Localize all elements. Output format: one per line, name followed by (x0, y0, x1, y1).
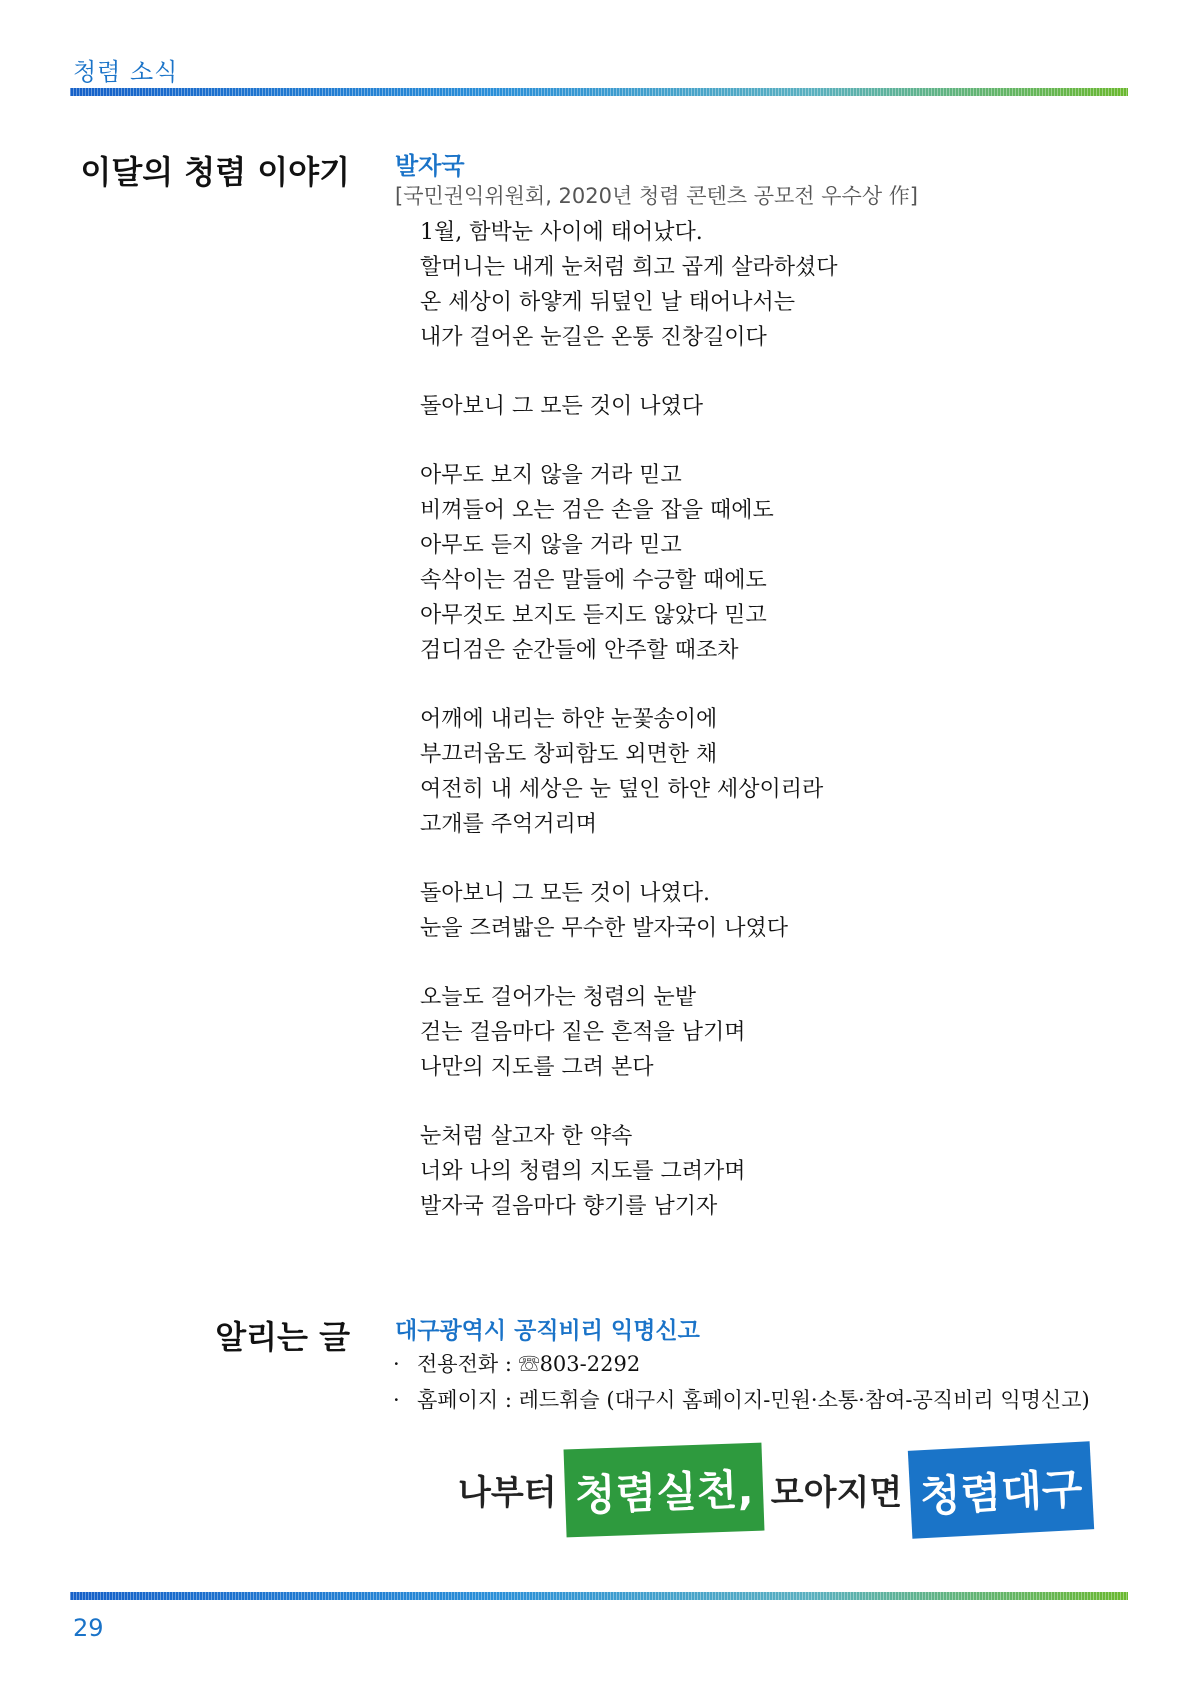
poem-line: 1월, 함박눈 사이에 태어났다. (420, 220, 703, 245)
poem-stanza (420, 702, 1120, 842)
story-heading: 이달의 청렴 이야기 (80, 153, 350, 191)
poem-line: 여전히 내 세상은 눈 덮인 하얀 세상이리라 (420, 777, 824, 802)
page-number: 29 (73, 1614, 104, 1642)
poem-line: 아무도 보지 않을 거라 믿고 (420, 463, 682, 488)
bullet: · (393, 1388, 400, 1412)
phone-text: 전용전화 : ☏803-2292 (417, 1352, 641, 1376)
poem-line: 속삭이는 검은 말들에 수긍할 때에도 (420, 568, 767, 593)
footer-rule (70, 1592, 1128, 1600)
banner-part-4: 청렴대구 (908, 1441, 1095, 1538)
notice-homepage (393, 1384, 1090, 1414)
poem-line: 걷는 걸음마다 짙은 흔적을 남기며 (420, 1020, 746, 1045)
notice-title: 대구광역시 공직비리 익명신고 (395, 1318, 700, 1344)
poem-line: 오늘도 걸어가는 청렴의 눈밭 (420, 985, 697, 1010)
poem-line: 너와 나의 청렴의 지도를 그려가며 (420, 1159, 746, 1184)
poem-line: 아무것도 보지도 듣지도 않았다 믿고 (420, 603, 767, 628)
header-rule (70, 88, 1128, 96)
slogan-banner (450, 1432, 1084, 1547)
poem-stanza (420, 876, 1120, 946)
poem-stanza (420, 458, 1120, 668)
poem-title: 발자국 (395, 152, 465, 180)
poem-stanza (420, 215, 1120, 355)
poem-line: 할머니는 내게 눈처럼 희고 곱게 살라하셨다 (420, 255, 838, 280)
banner-part-2: 청렴실천, (563, 1442, 764, 1537)
poem-line: 내가 걸어온 눈길은 온통 진창길이다 (420, 325, 767, 350)
poem-line: 눈처럼 살고자 한 약속 (420, 1124, 633, 1149)
poem-line: 비껴들어 오는 검은 손을 잡을 때에도 (420, 498, 774, 523)
homepage-text: 홈페이지 : 레드휘슬 (대구시 홈페이지-민원·소통·참여-공직비리 익명신고) (417, 1388, 1090, 1412)
poem-line: 발자국 걸음마다 향기를 남기자 (420, 1194, 718, 1219)
poem-line: 고개를 주억거리며 (420, 812, 598, 837)
poem-stanza (420, 980, 1120, 1085)
banner-part-3: 모아지면 (770, 1473, 903, 1513)
poem-line: 아무도 듣지 않을 거라 믿고 (420, 533, 682, 558)
poem-stanza (420, 1119, 1120, 1224)
poem-line: 어깨에 내리는 하얀 눈꽃송이에 (420, 707, 718, 732)
poem-credit: [국민권익위원회, 2020년 청렴 콘텐츠 공모전 우수상 作] (395, 184, 918, 208)
poem-line: 나만의 지도를 그려 본다 (420, 1055, 654, 1080)
poem-line: 검디검은 순간들에 안주할 때조차 (420, 638, 739, 663)
poem-line: 부끄러움도 창피함도 외면한 채 (420, 742, 718, 767)
section-title: 청렴 소식 (73, 58, 179, 86)
notice-phone (393, 1348, 640, 1378)
poem-line: 온 세상이 하얗게 뒤덮인 날 태어나서는 (420, 290, 795, 315)
poem-line: 돌아보니 그 모든 것이 나였다. (420, 881, 710, 906)
poem-line: 돌아보니 그 모든 것이 나였다 (420, 394, 703, 419)
notice-heading: 알리는 글 (215, 1318, 350, 1356)
poem-body (420, 215, 1120, 1258)
poem-stanza (420, 389, 1120, 424)
bullet: · (393, 1352, 400, 1376)
banner-part-1: 나부터 (458, 1473, 557, 1513)
poem-line: 눈을 즈려밟은 무수한 발자국이 나였다 (420, 916, 789, 941)
